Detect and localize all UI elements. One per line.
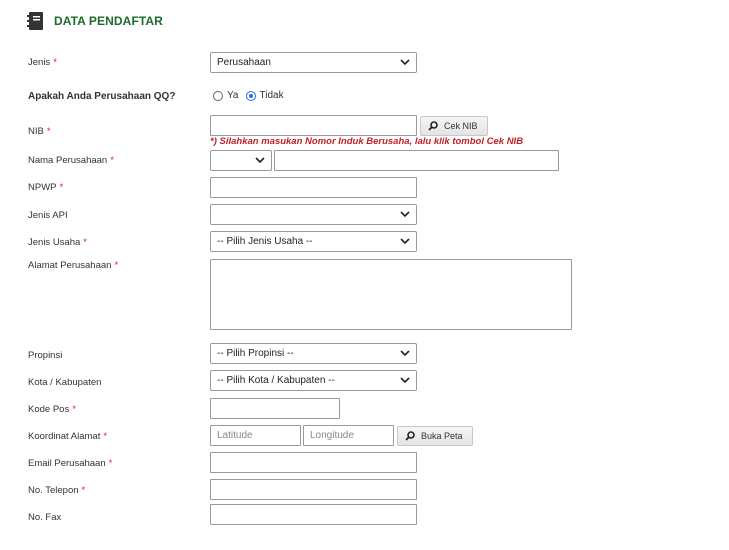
jenis-select[interactable]	[210, 52, 417, 73]
cek-nib-button-label: Cek NIB	[444, 121, 478, 131]
kota-select[interactable]	[210, 370, 417, 391]
radio-tidak[interactable]	[246, 91, 256, 101]
chevron-down-icon	[400, 350, 410, 357]
alamat-perusahaan-label: Alamat Perusahaan *	[28, 260, 119, 271]
propinsi-select-value: -- Pilih Propinsi --	[217, 348, 294, 359]
chevron-down-icon	[400, 238, 410, 245]
email-input[interactable]	[210, 452, 417, 473]
fax-label: No. Fax	[28, 512, 62, 523]
jenis-api-label: Jenis API	[28, 210, 68, 221]
section-header	[26, 10, 163, 32]
buka-peta-button-label: Buka Peta	[421, 431, 463, 441]
longitude-input[interactable]	[303, 425, 394, 446]
cek-nib-button[interactable]	[420, 116, 488, 136]
jenis-label: Jenis *	[28, 57, 57, 68]
email-label: Email Perusahaan *	[28, 458, 113, 469]
kode-pos-input[interactable]	[210, 398, 340, 419]
buka-peta-button[interactable]	[397, 426, 473, 446]
latitude-input[interactable]	[210, 425, 301, 446]
radio-tidak-label: Tidak	[259, 90, 284, 101]
chevron-down-icon	[400, 59, 410, 66]
chevron-down-icon	[400, 211, 410, 218]
alamat-perusahaan-textarea[interactable]	[210, 259, 572, 330]
propinsi-label: Propinsi	[28, 350, 63, 361]
jenis-usaha-select-value: -- Pilih Jenis Usaha --	[217, 236, 313, 247]
kota-label: Kota / Kabupaten	[28, 377, 102, 388]
notebook-icon	[26, 11, 46, 31]
nib-hint: *) Silahkan masukan Nomor Induk Berusaha, lalu klik tombol Cek NIB	[210, 136, 524, 147]
chevron-down-icon	[255, 157, 265, 164]
radio-ya[interactable]	[213, 91, 223, 101]
perusahaan-qq-label: Apakah Anda Perusahaan QQ?	[28, 91, 176, 102]
koordinat-label: Koordinat Alamat *	[28, 431, 108, 442]
nib-label: NIB *	[28, 126, 51, 137]
nama-perusahaan-prefix-select[interactable]	[210, 150, 272, 171]
nib-input[interactable]	[210, 115, 417, 136]
radio-ya-label: Ya	[227, 90, 239, 101]
jenis-api-select[interactable]	[210, 204, 417, 225]
propinsi-select[interactable]	[210, 343, 417, 364]
search-icon	[405, 431, 415, 441]
jenis-usaha-label: Jenis Usaha *	[28, 237, 87, 248]
chevron-down-icon	[400, 377, 410, 384]
npwp-input[interactable]	[210, 177, 417, 198]
telepon-input[interactable]	[210, 479, 417, 500]
npwp-label: NPWP *	[28, 182, 64, 193]
jenis-select-value: Perusahaan	[217, 57, 271, 68]
page-title: DATA PENDAFTAR	[54, 14, 163, 28]
search-icon	[428, 121, 438, 131]
nama-perusahaan-label: Nama Perusahaan *	[28, 155, 114, 166]
kode-pos-label: Kode Pos *	[28, 404, 76, 415]
fax-input[interactable]	[210, 504, 417, 525]
perusahaan-qq-radio-group	[213, 90, 291, 101]
nama-perusahaan-input[interactable]	[274, 150, 559, 171]
jenis-usaha-select[interactable]	[210, 231, 417, 252]
kota-select-value: -- Pilih Kota / Kabupaten --	[217, 375, 335, 386]
telepon-label: No. Telepon *	[28, 485, 86, 496]
